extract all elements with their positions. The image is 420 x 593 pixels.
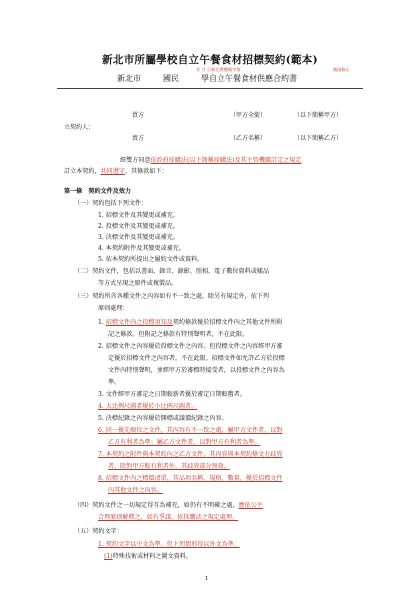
rule-4: 4. 大比例尺圖者優於小比例尺圖者。	[98, 403, 198, 410]
bid-instructions-ref: 招標文件內之投標須知及	[105, 319, 173, 326]
list-item: 1. 招標文件及其變更或補充。	[98, 212, 179, 219]
intro-line-2: 訂立本契約，共同遵守，其條款如下：	[64, 168, 168, 175]
rule-7-line-2: 者，除對甲方較有利者外，其歧異部分無效。	[108, 463, 230, 470]
procurement-law-ref: 依政府採購法(以下簡稱採購法)及其主管機關訂定之規定	[150, 157, 302, 164]
list-item: 4. 本契約附件及其變更或補充。	[98, 245, 185, 252]
rule-6-line-1: 6. 同一優先順位之文件，其內容有不一致之處，屬甲方文件者，以對	[98, 427, 283, 434]
article-1-clause-4-line-1: （四）契約文件之一切規定得互為補充，如仍有不明確之處，應依公平	[74, 502, 263, 509]
list-item: 2. 投標文件及其變更或補充。	[98, 223, 179, 230]
header-level: 國民	[163, 74, 179, 83]
rule-1-line-2: 記之條款。但附記之條款有特別聲明者，不在此限。	[108, 331, 249, 338]
header-city: 新北市	[117, 74, 141, 83]
seller-name-placeholder: （乙方名稱）	[230, 135, 267, 142]
mutual-compliance: 共同遵守	[100, 168, 125, 175]
buyer-short-name: （以下簡稱甲方）	[294, 112, 343, 119]
rule-2-line-3: 文件內特別聲明，並經甲方於審標時接受者，以投標文件之內容為	[108, 367, 285, 374]
revision-note-suffix: 號函修正	[333, 67, 350, 72]
article-1-clause-2-line-1: （二）契約文件，包括以書面、錄音、錄影、照相、電子數位資料或樣品	[74, 268, 269, 275]
article-1-clause-4-line-2: 合理原則解釋之，如有爭議，依採購法之規定處理。	[98, 514, 239, 521]
title-divider	[57, 88, 363, 89]
signers-label: 立契約人：	[64, 124, 95, 131]
rule-8-line-1: 8. 招標文件內之標價清單，其品項名稱、規格、數量，優於招標文件	[98, 475, 283, 482]
seller-label: 賣方	[132, 135, 145, 142]
article-1-clause-1: （一）契約包括下列文件：	[74, 200, 148, 207]
intro-line-1: 經雙方同意依政府採購法(以下簡稱採購法)及其主管機關訂定之規定	[120, 157, 302, 164]
buyer-label: 買方	[132, 112, 145, 119]
article-1-heading: 第一條 契約文件及效力	[64, 188, 132, 195]
article-1-clause-3-line-2: 原則處理：	[98, 305, 129, 312]
list-item: 3. 決標文件及其變更或補充。	[98, 234, 179, 241]
article-1-clause-5: （五）契約文字：	[74, 528, 123, 535]
rule-2-line-1: 2. 招標文件之內容優於投標文件之內容。但投標文件之內容經甲方審	[98, 343, 283, 350]
article-1-clause-3-line-1: （三）契約所含各種文件之內容如有不一致之處，除另有規定外，依下列	[74, 293, 269, 300]
contract-language-exception-1: (1)特殊技術或材料之圖文資料。	[104, 553, 192, 560]
page-number: 1	[205, 576, 209, 582]
revision-note: 年 月 日新北教體衛字第	[196, 67, 241, 72]
rule-3: 3. 文件經甲方審定之日期較新者優於審定日期較舊者。	[98, 391, 246, 398]
rule-6-line-2: 乙方有利者為準；屬乙方文件者，以對甲方有利者為準。	[108, 439, 261, 446]
rule-2-line-2: 定優於招標文件之內容者，不在此限。招標文件如允許乙方於投標	[108, 355, 285, 362]
header-rest: 學自立午餐食材供應合約書	[201, 74, 297, 83]
contract-subtitle	[117, 73, 297, 84]
rule-1-line-1: 1. 招標文件內之投標須知及契約條款優於招標文件內之其他文件所附	[98, 319, 283, 326]
list-item: 5. 依本契約所提出之履約文件或資料。	[98, 256, 204, 263]
document-title: 新北市所屬學校自立午餐食材招標契約(範本)	[102, 54, 318, 66]
rule-7-line-1: 7. 本契約之附件與本契約內之乙方文件，其內容與本契約條文有歧異	[98, 451, 283, 458]
rule-8-line-2: 內其他文件之內容。	[108, 487, 163, 494]
article-1-clause-2-line-2: 等方式呈現之原件或複製品。	[98, 280, 178, 287]
contract-language-rule: 1. 契約文字以中文為準。但下列情形得以外文為準：	[98, 541, 240, 548]
rule-2-line-4: 準。	[108, 379, 121, 386]
rule-5: 5. 決標紀錄之內容優於開標或議價紀錄之內容。	[98, 415, 228, 422]
seller-short-name: （以下簡稱乙方）	[294, 135, 343, 142]
buyer-name-placeholder: （甲方全銜）	[230, 112, 267, 119]
fairness-principle: 應依公平	[238, 502, 263, 509]
